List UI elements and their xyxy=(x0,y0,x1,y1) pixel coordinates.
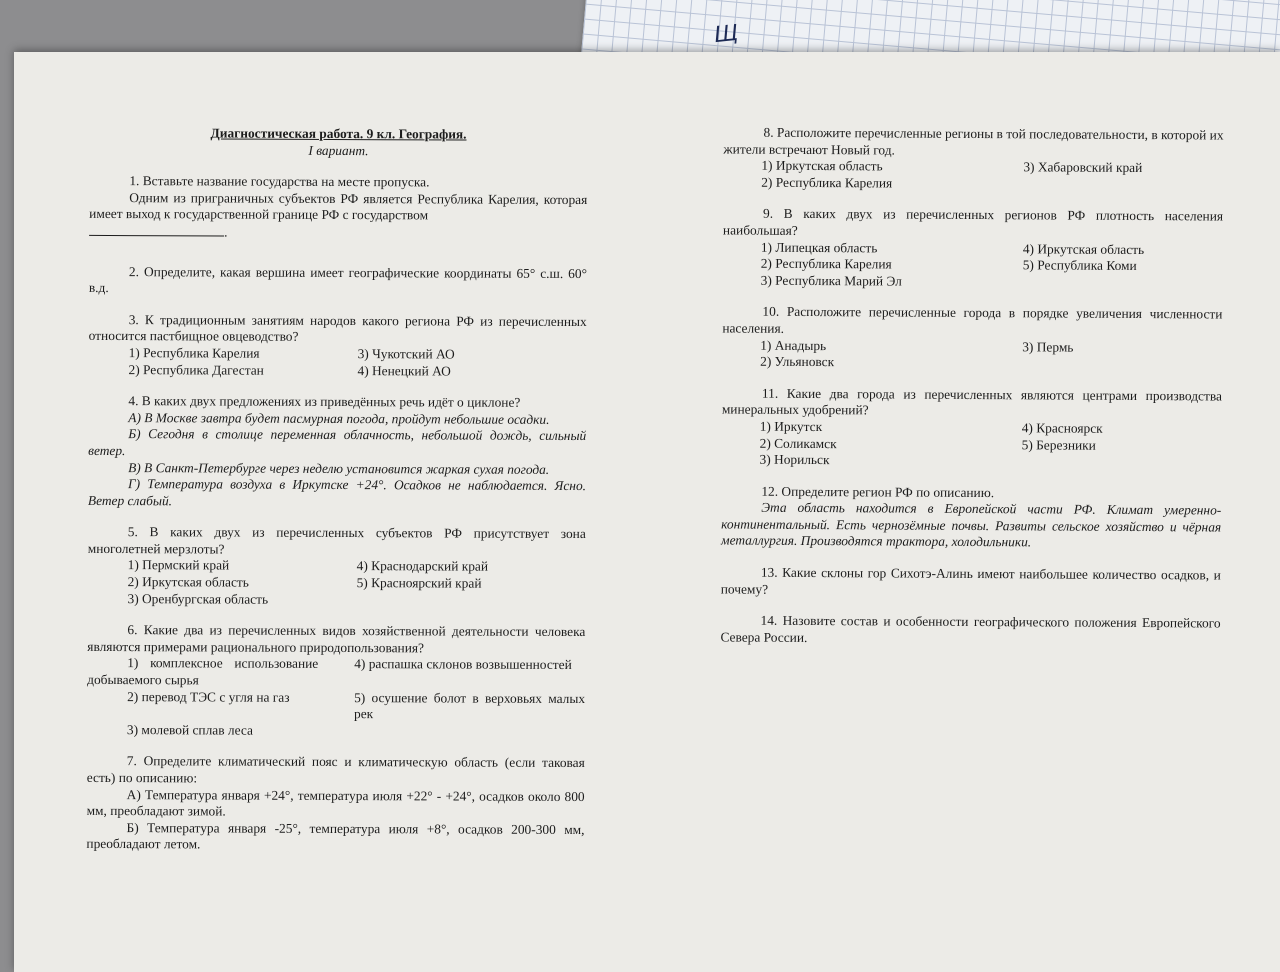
question-8 xyxy=(723,124,1223,193)
test-sheet xyxy=(14,52,1280,972)
option: 5) осушение болот в верховьях малых рек xyxy=(353,689,586,722)
option: 5) Березники xyxy=(1021,436,1096,453)
option: 5) Красноярский край xyxy=(356,575,482,591)
question-3 xyxy=(88,312,586,381)
document-title: Диагностическая работа. 9 кл. География. xyxy=(210,125,467,142)
question-10-text: 10. Расположите перечисленные города в порядке увеличения численности населения. xyxy=(722,304,1223,336)
question-10 xyxy=(722,304,1222,373)
option: 4) Красноярск xyxy=(1021,420,1103,436)
option: 2) перевод ТЭС с угля на газ xyxy=(127,688,290,705)
option: 1) Республика Карелия xyxy=(128,345,260,361)
option: 3) молевой сплав леса xyxy=(126,721,253,738)
question-7-option-a: А) Температура января +24°, температура июля +22° - +24°, осадков около 800 мм, преобладают зимой. xyxy=(86,786,585,819)
question-4-option-d: Г) Температура воздуха в Иркутске +24°. Осадков не наблюдается. Ясно. Ветер слабый. xyxy=(87,476,587,508)
question-12-description: Эта область находится в Европейской части РФ. Климат умеренно-континентальный. Есть чернозёмные почвы. Развиты сельское хозяйство и чёрная металлургия. Производятся трактора, холодильники. xyxy=(721,499,1222,550)
option: 4) Ненецкий АО xyxy=(357,362,451,379)
option: 2) Республика Дагестан xyxy=(128,361,264,378)
question-9-options xyxy=(723,239,1223,292)
question-13: 13. Какие склоны гор Сихотэ-Алинь имеют наибольшее количество осадков, и почему? xyxy=(720,564,1221,597)
option: 2) Республика Карелия xyxy=(761,174,893,191)
option: 3) Оренбургская область xyxy=(127,590,269,607)
question-1 xyxy=(89,173,587,243)
question-11 xyxy=(721,385,1221,471)
option: 1) Липецкая область xyxy=(760,239,878,255)
option: 5) Республика Коми xyxy=(1022,257,1137,274)
option: 1) комплексное использование добываемого сырья xyxy=(87,655,319,688)
question-1-prompt: 1. Вставьте название государства на месте пропуска. xyxy=(129,173,430,190)
option: 3) Пермь xyxy=(1022,338,1074,355)
question-14: 14. Назовите состав и особенности географического положения Европейского Севера России. xyxy=(720,612,1221,645)
option: 2) Соликамск xyxy=(759,435,837,451)
question-3-text: 3. К традиционным занятиям народов какого региона РФ из перечисленных относится пастбищное овцеводство? xyxy=(88,311,587,345)
option xyxy=(1021,453,1221,471)
question-4-option-a: А) В Москве завтра будет пасмурная погода, пройдут небольшие осадки. xyxy=(128,409,550,427)
answer-blank[interactable] xyxy=(89,223,224,237)
question-9 xyxy=(723,206,1223,292)
question-11-options xyxy=(721,418,1221,471)
question-1-end: . xyxy=(224,224,228,240)
option xyxy=(1022,355,1222,373)
question-5 xyxy=(87,524,585,609)
option: 3) Республика Марий Эл xyxy=(760,272,902,289)
handwritten-mark: Щ xyxy=(712,20,740,49)
question-7-text: 7. Определите климатический пояс и климатическую область (если таковая есть) по описанию: xyxy=(86,753,585,786)
option xyxy=(1023,176,1223,194)
question-1-text: Одним из приграничных субъектов РФ является Республика Карелия, которая имеет выход к государственной границе РФ с государством xyxy=(89,189,588,223)
question-4 xyxy=(88,393,587,511)
question-5-text: 5. В каких двух из перечисленных субъектов РФ присутствует зона многолетней мерзлоты? xyxy=(87,524,586,557)
option: 1) Пермский край xyxy=(127,557,230,573)
option: 4) Иркутская область xyxy=(1022,240,1145,257)
question-6-options xyxy=(87,655,585,740)
option: 2) Республика Карелия xyxy=(760,255,892,272)
question-6-text: 6. Какие два из перечисленных видов хозяйственной деятельности человека являются примерами рационального природопользования? xyxy=(87,622,586,656)
question-4-option-c: В) В Санкт-Петербурге через неделю установится жаркая сухая погода. xyxy=(128,459,550,477)
question-4-option-b: Б) Сегодня в столице переменная облачность, небольшой дождь, сильный ветер. xyxy=(88,426,587,458)
question-3-options xyxy=(88,345,586,380)
option: 4) Краснодарский край xyxy=(356,558,489,575)
question-12 xyxy=(721,483,1221,552)
option: 2) Иркутская область xyxy=(127,574,249,590)
option: 1) Иркутск xyxy=(759,418,823,434)
question-8-text: 8. Расположите перечисленные регионы в той последовательности, в которой их жители встречают Новый год. xyxy=(723,124,1224,158)
question-12-text: 12. Определите регион РФ по описанию. xyxy=(761,483,995,500)
question-7-option-b: Б) Температура января -25°, температура июля +8°, осадков 200-300 мм, преобладают летом. xyxy=(86,819,585,852)
option: 3) Чукотский АО xyxy=(357,346,455,362)
option: 2) Ульяновск xyxy=(760,353,835,370)
question-4-text: 4. В каких двух предложениях из приведённых речь идёт о циклоне? xyxy=(128,393,521,410)
option: 4) распашка склонов возвышенностей xyxy=(354,656,572,673)
option: 3) Норильск xyxy=(759,451,830,468)
question-7 xyxy=(86,753,584,855)
question-9-text: 9. В каких двух из перечисленных регионов РФ плотность населения наибольшая? xyxy=(722,206,1224,238)
question-2: 2. Определите, какая вершина имеет географические координаты 65° с.ш. 60° в.д. xyxy=(88,263,587,296)
question-8-options xyxy=(723,158,1223,194)
question-11-text: 11. Какие два города из перечисленных являются центрами производства минеральных удобрений? xyxy=(721,385,1222,418)
option xyxy=(356,592,585,610)
variant-label: I вариант. xyxy=(308,142,369,158)
right-column xyxy=(720,124,1223,648)
left-column xyxy=(86,125,587,855)
option xyxy=(354,723,585,741)
option: 1) Иркутская область xyxy=(761,157,883,174)
option: 1) Анадырь xyxy=(760,337,827,353)
question-10-options xyxy=(722,337,1222,373)
option xyxy=(1023,274,1223,292)
option: 3) Хабаровский край xyxy=(1023,159,1143,176)
question-5-options xyxy=(87,557,585,609)
question-6 xyxy=(87,622,586,740)
